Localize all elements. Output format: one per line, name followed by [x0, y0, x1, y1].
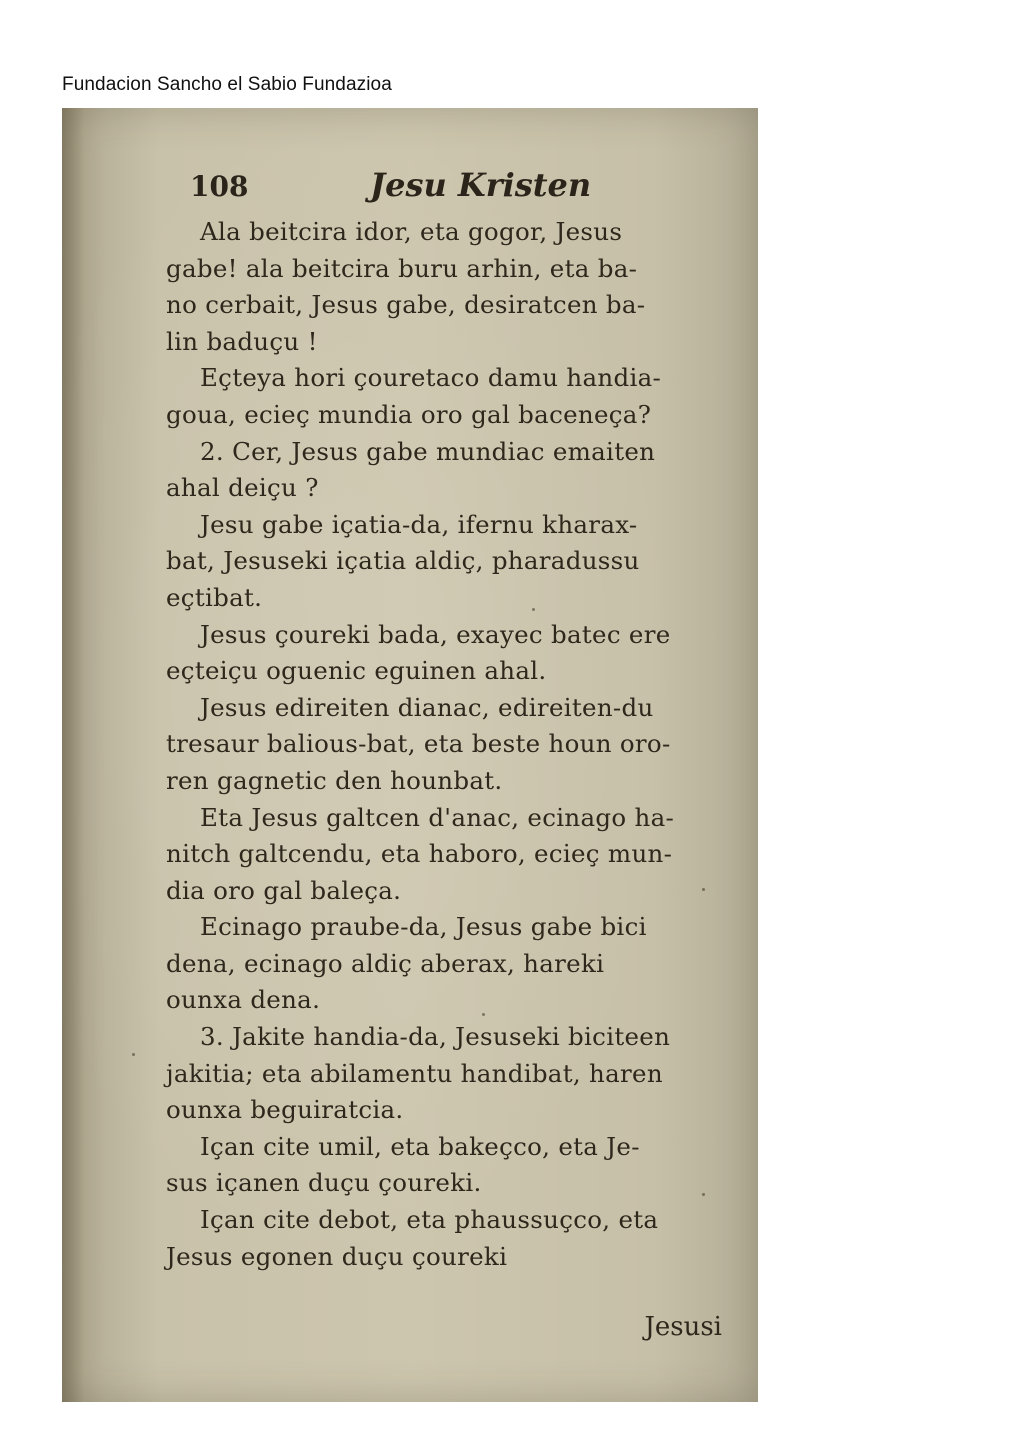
- paper-speck: [702, 888, 705, 891]
- text-line: tresaur balious-bat, eta beste houn oro-: [166, 729, 671, 759]
- text-line: Jesus egonen duçu çoureki: [166, 1241, 508, 1271]
- text-line: 2. Cer, Jesus gabe mundiac emaiten: [200, 436, 656, 466]
- text-line: Ala beitcira idor, eta gogor, Jesus: [200, 217, 623, 246]
- scanned-book-page: [62, 108, 758, 1402]
- text-line: Eta Jesus galtcen d'anac, ecinago ha-: [200, 802, 675, 832]
- text-line: Içan cite debot, eta phaussuçco, eta: [200, 1205, 659, 1235]
- text-line: Jesus edireiten dianac, edireiten-du: [200, 692, 654, 722]
- text-line: Ecinago praube-da, Jesus gabe bici: [200, 912, 647, 942]
- text-line: eçteiçu oguenic eguinen ahal.: [166, 656, 547, 686]
- paper-speck: [482, 1013, 485, 1016]
- text-line: bat, Jesuseki içatia aldiç, pharadussu: [166, 546, 640, 576]
- paper-speck: [132, 1053, 135, 1056]
- text-line: Eçteya hori çouretaco damu handia-: [200, 363, 662, 393]
- text-line: goua, ecieç mundia oro gal baceneça?: [166, 399, 652, 429]
- text-line: ounxa dena.: [166, 985, 321, 1015]
- text-line: jakitia; eta abilamentu handibat, haren: [166, 1058, 663, 1088]
- text-line: dia oro gal baleça.: [166, 875, 402, 905]
- text-line: no cerbait, Jesus gabe, desiratcen ba-: [166, 290, 646, 320]
- text-line: Jesu gabe içatia-da, ifernu kharax-: [200, 509, 638, 539]
- page-number: 108: [190, 170, 249, 203]
- text-line: ren gagnetic den hounbat.: [166, 765, 503, 795]
- text-line: eçtibat.: [166, 582, 263, 612]
- text-line: Içan cite umil, eta bakeçco, eta Je-: [200, 1131, 640, 1161]
- paper-speck: [532, 608, 535, 611]
- source-header: Fundacion Sancho el Sabio Fundazioa: [62, 74, 392, 95]
- catchword: Jesusi: [644, 1312, 722, 1342]
- body-text: [166, 214, 746, 1275]
- text-line: nitch galtcendu, eta haboro, ecieç mun-: [166, 839, 673, 869]
- text-line: Jesus çoureki bada, exayec batec ere: [200, 619, 671, 649]
- text-line: ahal deiçu ?: [166, 473, 319, 503]
- text-line: lin baduçu !: [166, 326, 318, 356]
- text-line: sus içanen duçu çoureki.: [166, 1168, 482, 1198]
- text-line: ounxa beguiratcia.: [166, 1095, 404, 1125]
- paper-speck: [702, 1193, 705, 1196]
- running-head: [190, 166, 710, 210]
- text-line: 3. Jakite handia-da, Jesuseki biciteen: [200, 1022, 671, 1052]
- running-title: Jesu Kristen: [370, 166, 592, 204]
- text-line: dena, ecinago aldiç aberax, hareki: [166, 948, 605, 978]
- text-line: gabe! ala beitcira buru arhin, eta ba-: [166, 253, 638, 283]
- page-gutter-shadow: [62, 108, 84, 1402]
